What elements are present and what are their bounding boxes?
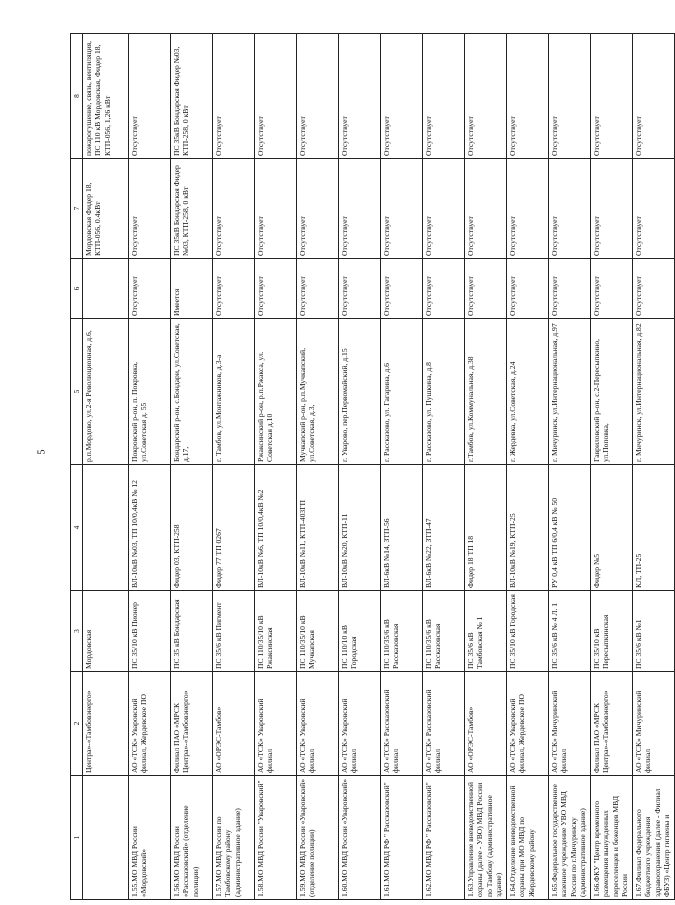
- table-cell: Отсутствует: [465, 259, 507, 319]
- table-cell: АО «ТСК» Уваровский филиал, Жердевское ПО: [129, 672, 171, 776]
- table-cell: 1.58.МО МВД России "Уваровский": [255, 776, 297, 900]
- header-cell: 4: [71, 465, 83, 591]
- table-cell: ПС 110/35/6 кВ Рассказовская: [423, 591, 465, 672]
- table-row: [297, 34, 339, 900]
- table-cell: Покровский р-он, п. Покровка, ул.Советская д. 55: [129, 319, 171, 465]
- table-cell: 1.63.Управление вневедомственной охраны (далее - УВО) МВД России по Тамбову (административное здание): [465, 776, 507, 900]
- table-cell: Отсутствует: [507, 159, 549, 259]
- table-cell: 1.62.МО МВД РФ " Рассказовский": [423, 776, 465, 900]
- table-row: [339, 34, 381, 900]
- table-cell: г. Мичуринск, ул.Интернациональная, д.97: [549, 319, 591, 465]
- table-row: [549, 34, 591, 900]
- table-row-continued: [83, 34, 129, 900]
- table-cell: Отсутствует: [633, 34, 675, 159]
- table-cell: АО «ТСК» Уваровский филиал: [339, 672, 381, 776]
- table-cell: ВЛ-10кВ №20, КТП-11: [339, 465, 381, 591]
- header-cell: 8: [71, 34, 83, 159]
- table-cell: Фидер 03, КТП-258: [171, 465, 213, 591]
- table-cell: 1.57.МО МВД России по Тамбовскому району (административное здание): [213, 776, 255, 900]
- table-cell: АО «ТСК» Мичуринский филиал: [549, 672, 591, 776]
- power-supply-table: [70, 33, 675, 900]
- table-cell: Отсутствует: [381, 34, 423, 159]
- table-cell: Отсутствует: [129, 34, 171, 159]
- table-cell: [83, 465, 129, 591]
- table-cell: 1.66.ФКУ "Центр временного размещения вынужденных переселенцев и беженцев МВД России: [591, 776, 633, 900]
- table-row: [591, 34, 633, 900]
- table-row: [507, 34, 549, 900]
- table-cell: ВЛ-10кВ №19, КТП-25: [507, 465, 549, 591]
- table-cell: Отсутствует: [423, 259, 465, 319]
- table-row: [633, 34, 675, 900]
- table-row: [423, 34, 465, 900]
- table-cell: АО «ТСК» Рассказовский филиал: [423, 672, 465, 776]
- table-row: [255, 34, 297, 900]
- table-cell: РУ 0,4 кВ ТП 6/0,4 кВ № 50: [549, 465, 591, 591]
- table-cell: 1.56.МО МВД России «Рассказовский» (отделение полиции): [171, 776, 213, 900]
- header-cell: 3: [71, 591, 83, 672]
- page-number: 5: [36, 449, 48, 455]
- table-cell: г. Жердевка, ул.Советская, д.24: [507, 319, 549, 465]
- table-cell: Бондарский р-он, с.Бондари, ул.Советская, д.17,: [171, 319, 213, 465]
- table-cell: Отсутствует: [591, 159, 633, 259]
- table-cell: ПС 35 кВ Бондарская: [171, 591, 213, 672]
- table-cell: ВЛ-10кВ №6, ТП 10/0,4кВ №2: [255, 465, 297, 591]
- table-cell: Отсутствует: [213, 259, 255, 319]
- table-cell: 1.67.Филиал Федерального бюджетного учреждения здравоохранения (далее - Филиал ФБУЗ) «Центр гигиены и: [633, 776, 675, 900]
- table-cell: АО «ОРЭС-Тамбов»: [213, 672, 255, 776]
- table-cell: 1.64.Отделение вневедомственной охраны при МО МВД по Жердевскому району: [507, 776, 549, 900]
- table-cell: г.Тамбов, ул.Коммунальная, д.38: [465, 319, 507, 465]
- table-cell: АО «ТСК» Мичуринский филиал: [633, 672, 675, 776]
- table-cell: ПС 35/6 кВ Пигмент: [213, 591, 255, 672]
- header-row: [71, 34, 83, 900]
- table-row: [465, 34, 507, 900]
- table-cell: Отсутствует: [633, 259, 675, 319]
- table-cell: ПС 110/35/10 кВ Мучкапская: [297, 591, 339, 672]
- table-cell: 1.59.МО МВД России «Уваровский» (отделение полиции): [297, 776, 339, 900]
- table-cell: ПС 35кВ Бондарская Фидер №03, КТП-258, 0 кВт: [171, 159, 213, 259]
- table-cell: г. Рассказово, ул. Пушкина, д.8: [423, 319, 465, 465]
- table-cell: Центра»-«Тамбовэнерго»: [83, 672, 129, 776]
- table-cell: пожарогушение, связь, вентиляция, ПС 110 кВ Мордовская, Фидер 18, КТП-056, 1,26 кВт: [83, 34, 129, 159]
- table-cell: Отсутствует: [213, 34, 255, 159]
- table-cell: АО «ОРЭС-Тамбов»: [465, 672, 507, 776]
- table-cell: Отсутствует: [297, 259, 339, 319]
- table-cell: 1.65.Федеральное государственное казенное учреждение УВО МВД России по г.Мичуринску (административное здание): [549, 776, 591, 900]
- table-cell: Мучкапский р-он, р.п.Мучкапский, ул.Советская, д.3,: [297, 319, 339, 465]
- table-cell: ПС 110/35/6 кВ Рассказовская: [381, 591, 423, 672]
- table-cell: [83, 259, 129, 319]
- table-cell: г. Уварово, пер.Первомайский, д.15: [339, 319, 381, 465]
- table-cell: ВЛ-6кВ №22, ЗТП-47: [423, 465, 465, 591]
- table-cell: 1.55.МО МВД России «Мордовский»: [129, 776, 171, 900]
- table-cell: АО «ТСК» Уваровский филиал, Жердевское ПО: [507, 672, 549, 776]
- table-cell: Отсутствует: [381, 159, 423, 259]
- table-cell: ПС 35/10 кВ Пересыпкинская: [591, 591, 633, 672]
- table-cell: ВЛ-10кВ №03, ТП 10/0,4кВ № 12: [129, 465, 171, 591]
- table-cell: Отсутствует: [381, 259, 423, 319]
- table-cell: Отсутствует: [129, 159, 171, 259]
- table-cell: г. Рассказово, ул. Гагарина, д.6: [381, 319, 423, 465]
- table-cell: ПС 110/35/10 кВ Ржаксинская: [255, 591, 297, 672]
- header-cell: 1: [71, 776, 83, 900]
- table-row: [381, 34, 423, 900]
- table-cell: Отсутствует: [255, 259, 297, 319]
- table-row: [171, 34, 213, 900]
- table-cell: Отсутствует: [633, 159, 675, 259]
- table-cell: АО «ТСК» Рассказовский филиал: [381, 672, 423, 776]
- table-cell: Отсутствует: [465, 159, 507, 259]
- header-cell: 5: [71, 319, 83, 465]
- table-cell: ПС 35/10 кВ Городская: [507, 591, 549, 672]
- table-cell: Отсутствует: [507, 259, 549, 319]
- table-cell: Мордовская: [83, 591, 129, 672]
- table-cell: Отсутствует: [465, 34, 507, 159]
- table-cell: Отсутствует: [339, 34, 381, 159]
- table-cell: ПС 35кВ Бондарская Фидер №03, КТП-258, 0 кВт: [171, 34, 213, 159]
- table-cell: Отсутствует: [591, 34, 633, 159]
- table-cell: АО «ТСК» Уваровский филиал: [297, 672, 339, 776]
- table-cell: Отсутствует: [297, 159, 339, 259]
- table-cell: ВЛ-10кВ №11, КТП-403ГП: [297, 465, 339, 591]
- table-cell: Отсутствует: [549, 259, 591, 319]
- table-cell: Отсутствует: [549, 34, 591, 159]
- table-cell: Мордовская Фидер 18, КТП-056, 0.4кВт: [83, 159, 129, 259]
- table-cell: г. Тамбов, ул.Монтажников, д.3-а: [213, 319, 255, 465]
- table-cell: Отсутствует: [297, 34, 339, 159]
- table-cell: Отсутствует: [339, 159, 381, 259]
- table-cell: АО «ТСК» Уваровский филиал: [255, 672, 297, 776]
- table-cell: Филиал ПАО «МРСК Центра»-«Тамбовэнерго»: [591, 672, 633, 776]
- header-cell: 7: [71, 159, 83, 259]
- table-cell: Отсутствует: [255, 34, 297, 159]
- table-cell: 1.60.МО МВД России «Уваровский»: [339, 776, 381, 900]
- table-cell: [83, 776, 129, 900]
- table-cell: Отсутствует: [129, 259, 171, 319]
- table-cell: Отсутствует: [339, 259, 381, 319]
- table-cell: Отсутствует: [255, 159, 297, 259]
- table-cell: Отсутствует: [213, 159, 255, 259]
- table-cell: Фидер 18 ТП 18: [465, 465, 507, 591]
- header-cell: 2: [71, 672, 83, 776]
- table-cell: р.п.Мордово, ул.2-я Революционная, д.6,: [83, 319, 129, 465]
- table-cell: Фидер 77 ТП 0267: [213, 465, 255, 591]
- table-cell: Отсутствует: [423, 34, 465, 159]
- table-cell: ВЛ-6кВ №14, ЗТП-56: [381, 465, 423, 591]
- table-cell: Отсутствует: [549, 159, 591, 259]
- table-cell: Ржаксинский р-он, р.п.Ржакса, ул. Советская д.10: [255, 319, 297, 465]
- table-cell: 1.61.МО МВД РФ " Рассказовский": [381, 776, 423, 900]
- header-cell: 6: [71, 259, 83, 319]
- table-cell: ПС 35/6 кВ Тамбовская № 1: [465, 591, 507, 672]
- table-cell: Гавриловский р-он, с.2-Пересыпкино, ул.Поповка,: [591, 319, 633, 465]
- table-cell: КЛ, ТП-25: [633, 465, 675, 591]
- table-cell: ПС 35/10 кВ Пионер: [129, 591, 171, 672]
- table-cell: Отсутствует: [423, 159, 465, 259]
- table-row: [129, 34, 171, 900]
- table-cell: г. Мичуринск, ул.Интернациональная, д.82: [633, 319, 675, 465]
- table-cell: Филиал ПАО «МРСК Центра»-«Тамбовэнерго»: [171, 672, 213, 776]
- table-row: [213, 34, 255, 900]
- table-cell: Отсутствует: [507, 34, 549, 159]
- table-cell: ПС 35/6 кВ № 4 Л. 1: [549, 591, 591, 672]
- table-cell: ПС 35/6 кВ №1: [633, 591, 675, 672]
- table-cell: ПС 110/10 кВ Городская: [339, 591, 381, 672]
- table-cell: Отсутствует: [591, 259, 633, 319]
- rotated-table-container: [70, 34, 671, 900]
- table-cell: Имеется: [171, 259, 213, 319]
- table-cell: Фидер №5: [591, 465, 633, 591]
